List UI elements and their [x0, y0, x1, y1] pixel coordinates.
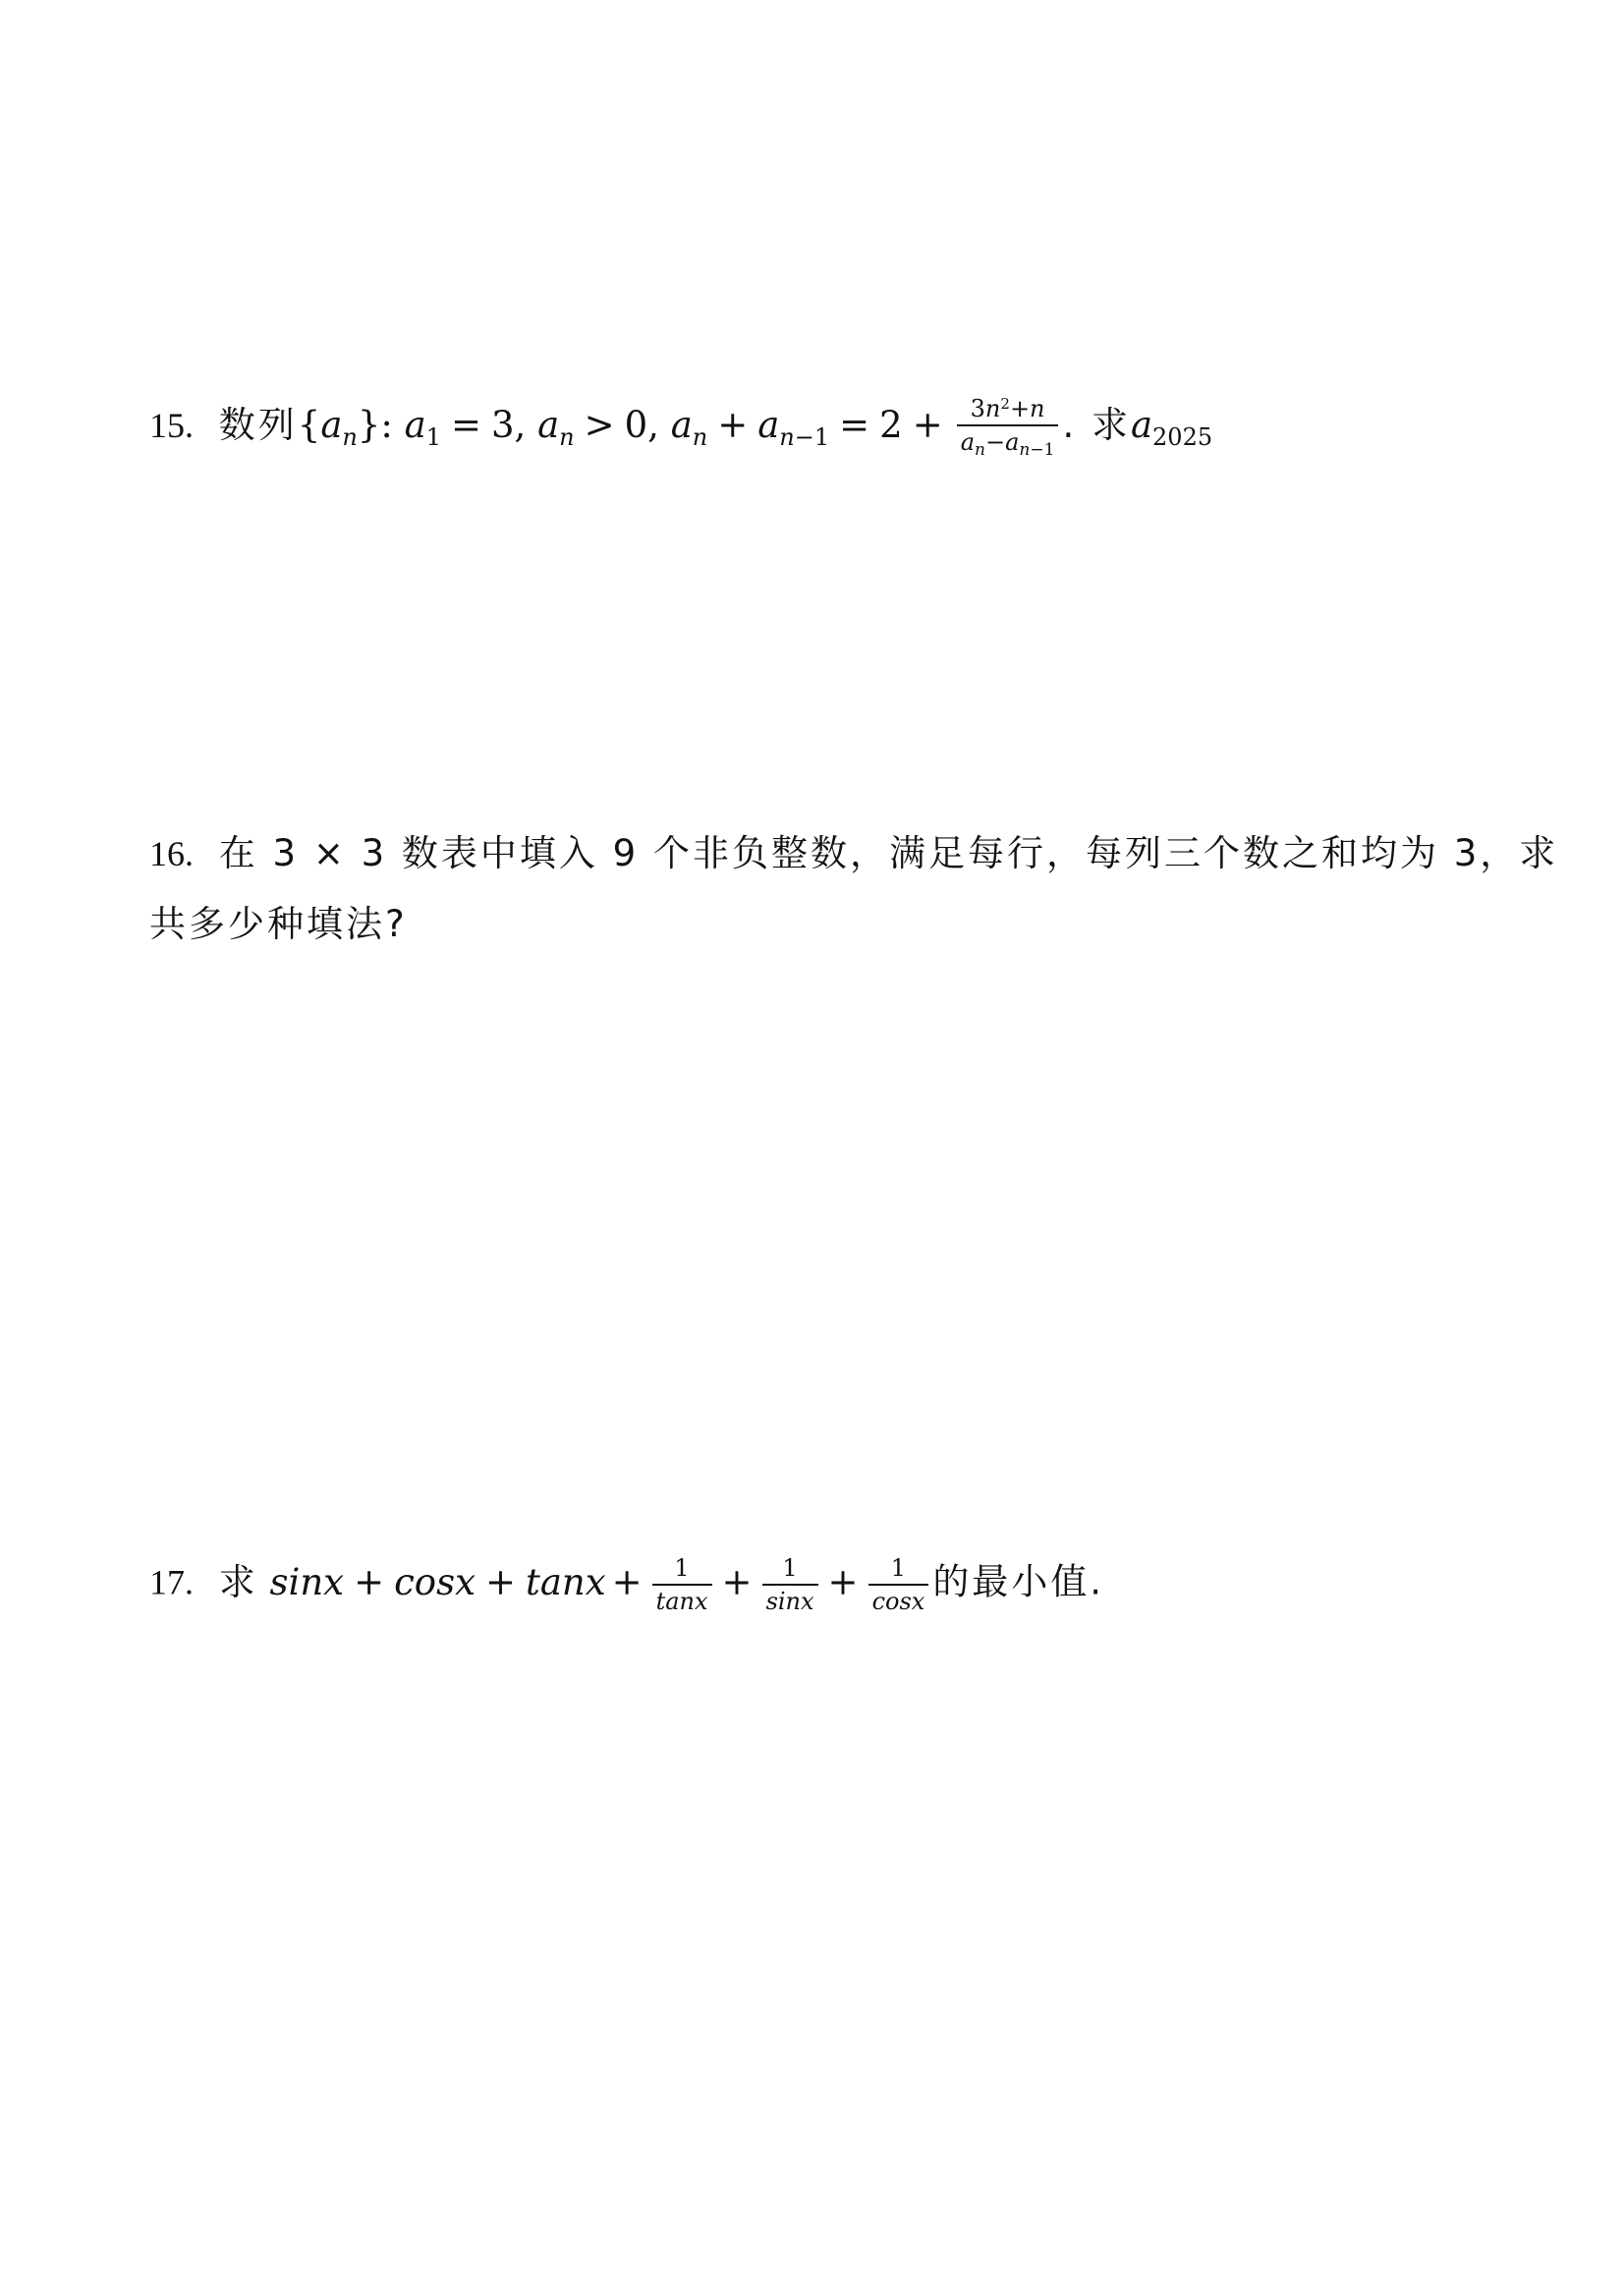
- problem-text: 的最小值.: [932, 1560, 1105, 1603]
- problem-text-line-2: 共多少种填法?: [149, 903, 408, 945]
- math-expression: sinx + cosx + tanx + $\frac{1}{\tan x}$ + $\frac{1}{\sin x}$ + $\frac{1}{\cos x}$: [270, 1561, 933, 1603]
- problem-16-continuation: [149, 903, 408, 945]
- fraction: $\frac{1}{\sin x}$: [762, 1556, 818, 1613]
- problem-17: [149, 1556, 1104, 1613]
- problem-number: 15.: [149, 406, 194, 445]
- fraction: $\frac{3n^2+n}{a_n-a_{n-1}}$: [957, 397, 1059, 459]
- problem-text: . 求: [1062, 404, 1131, 446]
- problem-number: 16.: [149, 834, 194, 873]
- problem-text: 求: [218, 1560, 258, 1603]
- problem-text: 数列: [218, 404, 298, 446]
- problem-number: 17.: [149, 1562, 194, 1602]
- fraction: $\frac{1}{\tan x}$: [652, 1556, 712, 1613]
- math-sequence-definition: $\{a_n\}$: $a_1 = 3$, $a_n > 0$, $a_n + a_{n-1} = 2$ + $\frac{3n^2+n}{a_n-a_{n-1}}$: [298, 404, 1063, 446]
- problem-text-line-1: 在 3 × 3 数表中填入 9 个非负整数，满足每行，每列三个数之和均为 3，求: [218, 832, 1559, 874]
- fraction: $\frac{1}{\cos x}$: [868, 1556, 929, 1613]
- problem-15: [149, 397, 1212, 459]
- problem-16: [149, 832, 1559, 874]
- math-target-term: $a_{2025}$: [1130, 404, 1213, 451]
